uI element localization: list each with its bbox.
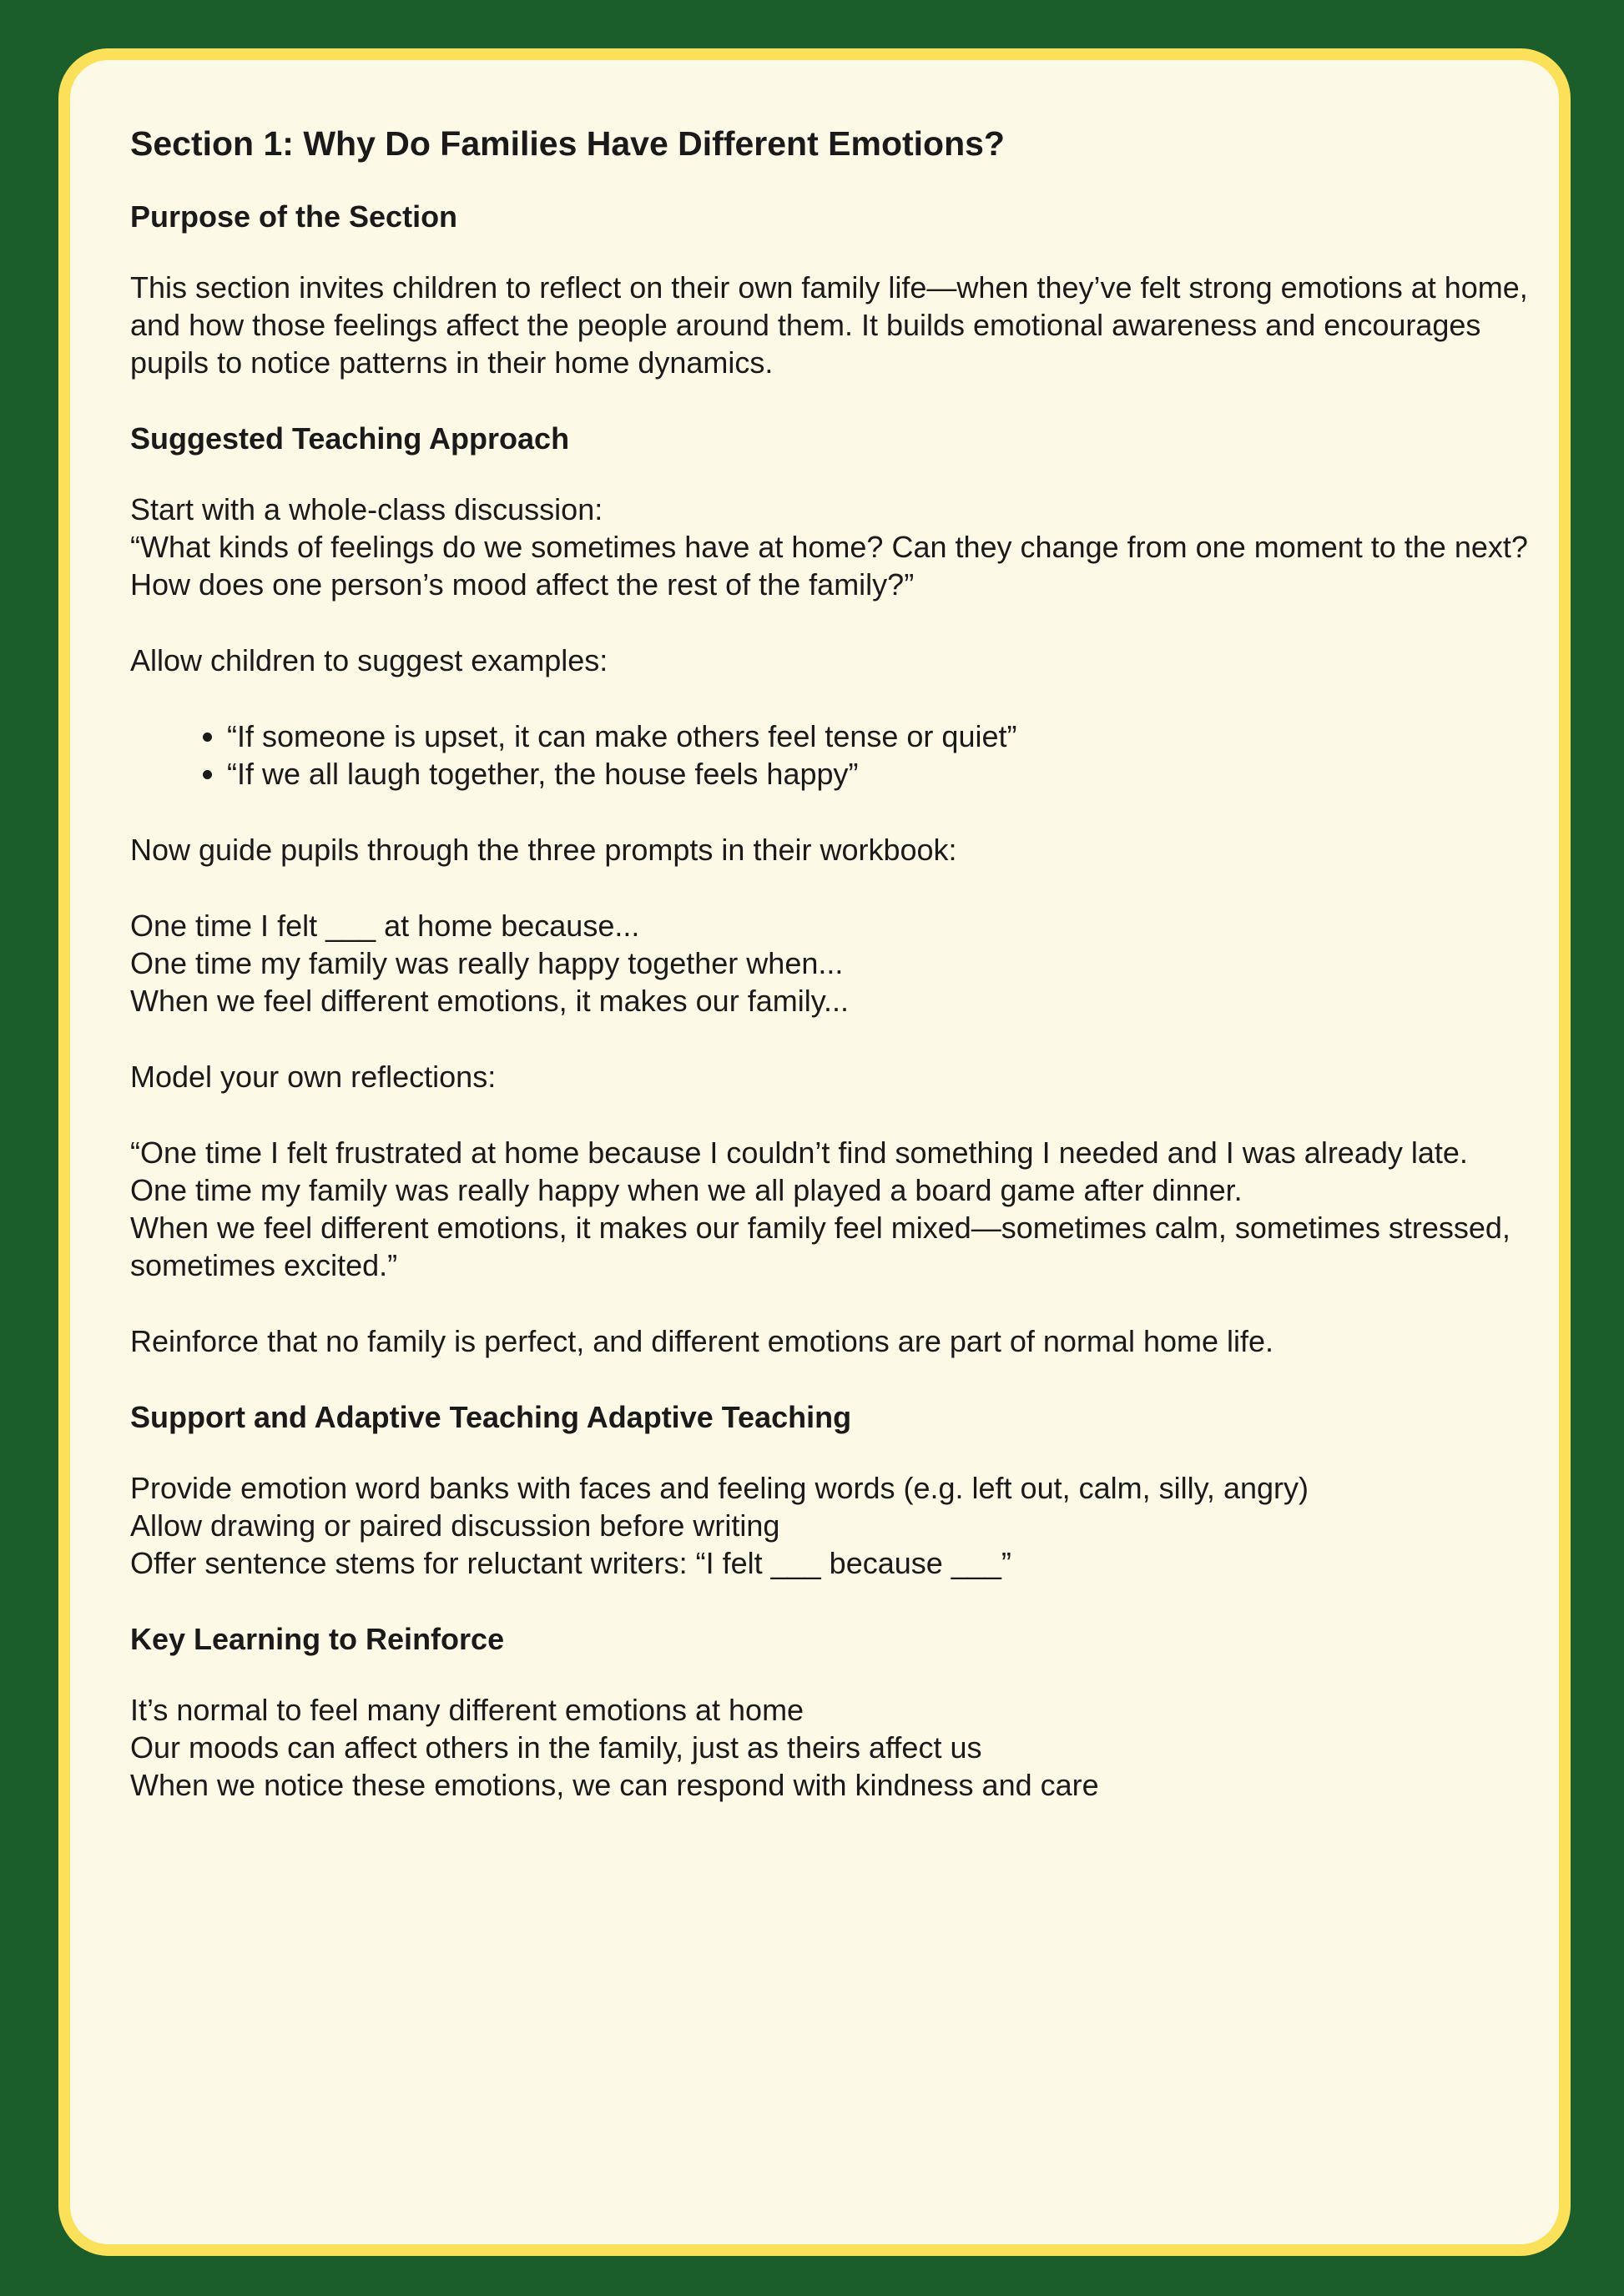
model-paragraph bbox=[130, 1134, 1532, 1284]
document-content bbox=[130, 123, 1532, 1842]
key-learning-line: It’s normal to feel many different emotions at home bbox=[130, 1693, 804, 1728]
list-item: • “If someone is upset, it can make others feel tense or quiet” bbox=[227, 718, 1532, 755]
prompt-line: One time my family was really happy together when... bbox=[130, 946, 844, 981]
discussion-line: Start with a whole-class discussion: bbox=[130, 492, 603, 527]
support-heading: Support and Adaptive Teaching Adaptive Teaching bbox=[130, 1400, 852, 1435]
key-learning-line: When we notice these emotions, we can respond with kindness and care bbox=[130, 1768, 1099, 1803]
key-learning-heading: Key Learning to Reinforce bbox=[130, 1622, 505, 1657]
model-line: One time my family was really happy when we all played a board game after dinner. bbox=[130, 1173, 1243, 1208]
list-item: • “If we all laugh together, the house feels happy” bbox=[227, 755, 1532, 793]
support-line: Provide emotion word banks with faces and feeling words (e.g. left out, calm, silly, angry) bbox=[130, 1471, 1309, 1506]
model-line: “One time I felt frustrated at home because I couldn’t find something I needed and I was already late. bbox=[130, 1135, 1468, 1171]
discussion-paragraph bbox=[130, 491, 1532, 603]
key-learning-line: Our moods can affect others in the family, just as theirs affect us bbox=[130, 1730, 982, 1765]
model-intro: Model your own reflections: bbox=[130, 1060, 497, 1095]
reinforce-text: Reinforce that no family is perfect, and different emotions are part of normal home life. bbox=[130, 1324, 1274, 1359]
section-title: Section 1: Why Do Families Have Different Emotions? bbox=[130, 124, 1005, 163]
purpose-heading: Purpose of the Section bbox=[130, 199, 458, 234]
prompts-paragraph bbox=[130, 907, 1532, 1020]
key-learning-paragraph bbox=[130, 1691, 1532, 1804]
examples-list bbox=[130, 718, 1532, 793]
purpose-text: This section invites children to reflect on their own family life—when they’ve felt strong emotions at home, and how those feelings affect the people around them. It builds emotional awareness and encourages pupils to notice patterns in their home dynamics. bbox=[130, 270, 1528, 380]
model-line: When we feel different emotions, it makes our family feel mixed—sometimes calm, sometimes stressed, sometimes excited.” bbox=[130, 1211, 1511, 1283]
examples-intro: Allow children to suggest examples: bbox=[130, 643, 608, 678]
discussion-question: “What kinds of feelings do we sometimes have at home? Can they change from one moment to the next? How does one person’s mood affect the rest of the family?” bbox=[130, 530, 1528, 602]
support-paragraph bbox=[130, 1469, 1532, 1582]
page-card bbox=[58, 48, 1571, 2256]
approach-heading: Suggested Teaching Approach bbox=[130, 421, 570, 456]
prompt-line: One time I felt ___ at home because... bbox=[130, 909, 640, 944]
prompts-intro: Now guide pupils through the three prompts in their workbook: bbox=[130, 833, 957, 868]
prompt-line: When we feel different emotions, it makes our family... bbox=[130, 984, 850, 1019]
support-line: Offer sentence stems for reluctant writers: “I felt ___ because ___” bbox=[130, 1546, 1011, 1581]
support-line: Allow drawing or paired discussion before writing bbox=[130, 1508, 780, 1543]
